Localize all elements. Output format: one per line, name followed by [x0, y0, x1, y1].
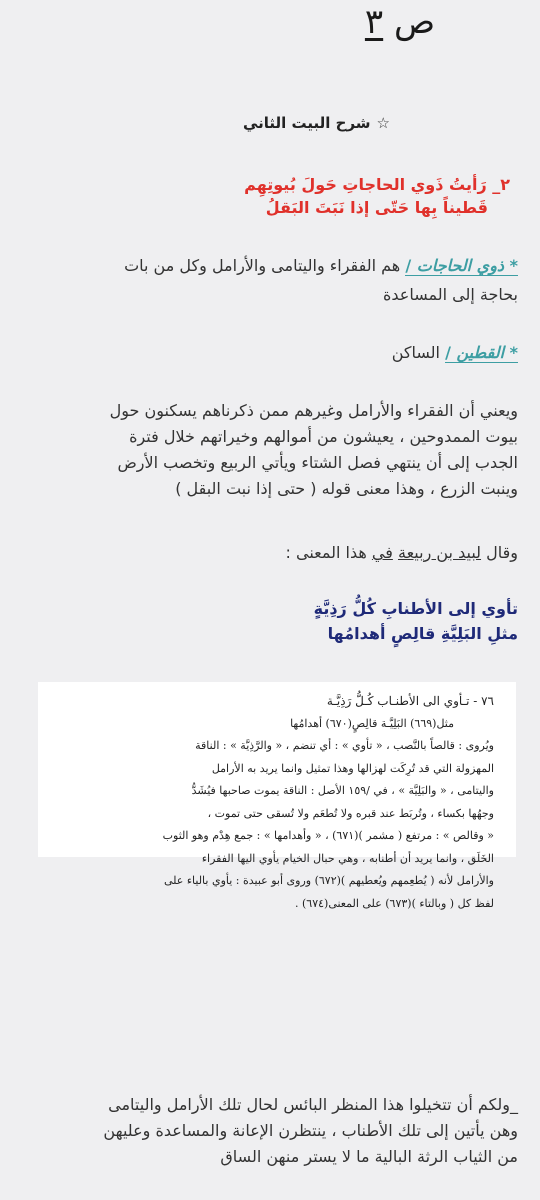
- scan-line: واليتامى ، « والبَلِيَّة » ، في /١٥٩ الأصل : الناقة يموت صاحبها فيُشَدُّ: [191, 784, 494, 797]
- labid-prefix: وقال: [486, 543, 518, 562]
- scan-line: « وقالص » : مرتفع ( مشمر )(٦٧١) ، « وأهدامها » : جمع هِدْم وهو الثوب: [162, 829, 494, 842]
- section-title-text: شرح البيت الثاني: [242, 114, 371, 132]
- page-number-value: ٣: [364, 2, 384, 42]
- closing-paragraph: [22, 1092, 518, 1170]
- term-definition-1-cont: بحاجة إلى المساعدة: [383, 285, 518, 304]
- explanation-paragraph: [22, 398, 518, 502]
- page-label: ص: [393, 2, 436, 42]
- closing-line: وهن يأتين إلى تلك الأطناب ، ينتظرن الإعانة والمساعدة وعليهن: [103, 1121, 518, 1140]
- term-label: [405, 256, 518, 276]
- verse-line-1: ٢_ رَأيتُ ذَوي الحاجاتِ حَولَ بُيوتِهِم: [244, 175, 510, 194]
- explanation-line: وينبت الزرع ، وهذا معنى قوله ( حتى إذا نبت البقل ): [175, 479, 518, 498]
- term-label: [445, 343, 518, 363]
- term-slash: /: [405, 256, 412, 275]
- scan-line: الخَلَق ، وانما يريد أن أطنابه ، وهي حبال الخيام يأوي اليها الفقراء: [201, 851, 494, 865]
- section-title: [243, 114, 390, 132]
- closing-line: _ولكم أن تتخيلوا هذا المنظر البائس لحال تلك الأرامل واليتامى: [108, 1095, 518, 1114]
- verse-line-2: قَطيناً بِها حَتّى إذا نَبَتَ البَقلُ: [265, 198, 488, 217]
- star-icon: ☆: [376, 114, 390, 132]
- labid-verse-line-2: مثلِ البَلِيَّةِ قالِصٍ أهدامُها: [327, 624, 518, 643]
- term-definition-1: [22, 252, 518, 280]
- scan-line: ويُروى : قالصاً بالنَّصب ، « تأوي » : أي تنضم ، « والرَّذِيَّة » : الناقة: [195, 739, 494, 752]
- page-number: [340, 2, 460, 42]
- scan-line: وجهُها بكساء ، وتُربَط عند قبره ولا تُطعَم ولا تُسقى حتى تموت ،: [207, 806, 494, 820]
- explanation-line: الجدب إلى أن ينتهي فصل الشتاء ويأتي الربيع وتخصب الأرض: [117, 453, 518, 472]
- scan-line: ٧٦ - تـأوي الى الأطنـاب كُـلُّ رَذِيَّـة: [326, 694, 494, 708]
- term-definition-text: الساكن: [391, 343, 440, 362]
- term-definition-2: [22, 339, 518, 367]
- term-text: القطين: [456, 343, 505, 362]
- term-definition-text: هم الفقراء واليتامى والأرامل وكل من بات: [124, 256, 401, 275]
- scan-line: مثل(٦٦٩) البَلِيَّـة قالِصٍ(٦٧٠) أهدامُها: [290, 716, 454, 730]
- explanation-line: ويعني أن الفقراء والأرامل وغيرهم ممن ذكرناهم يسكنون حول: [109, 401, 518, 420]
- scanned-excerpt: [38, 682, 516, 910]
- scan-line: والأرامل لأنه ( يُطعِمهم ويُعطيهم )(٦٧٢) وروى أبو عبيدة : يأوي بالياء على: [163, 874, 494, 887]
- term-text: ذوي الحاجات: [416, 256, 505, 275]
- scan-line: لفظ كل ( وبالتاء )(٦٧٣) على المعنى(٦٧٤) .: [295, 896, 494, 910]
- closing-line: من الثياب الرثة البالية ما لا يستر منهن الساق: [220, 1147, 518, 1166]
- term-marker: *: [509, 256, 518, 275]
- labid-name: لبيد بن ربيعة: [397, 543, 482, 562]
- term-slash: /: [445, 343, 451, 362]
- explanation-line: بيوت الممدوحين ، يعيشون من أموالهم وخيراتهم خلال فترة: [129, 427, 518, 446]
- labid-verse-line-1: تأوي إلى الأطنابِ كُلُّ رَذِيَّةٍ: [313, 599, 518, 618]
- labid-intro: [22, 540, 518, 566]
- term-marker: *: [509, 343, 518, 362]
- labid-suffix: هذا المعنى :: [285, 543, 367, 562]
- scan-line: المهزولة التي قد تُرِكَت لهزالها وهذا تمثيل وانما يريد به الأرامل: [211, 761, 494, 775]
- labid-mid: في: [371, 543, 393, 562]
